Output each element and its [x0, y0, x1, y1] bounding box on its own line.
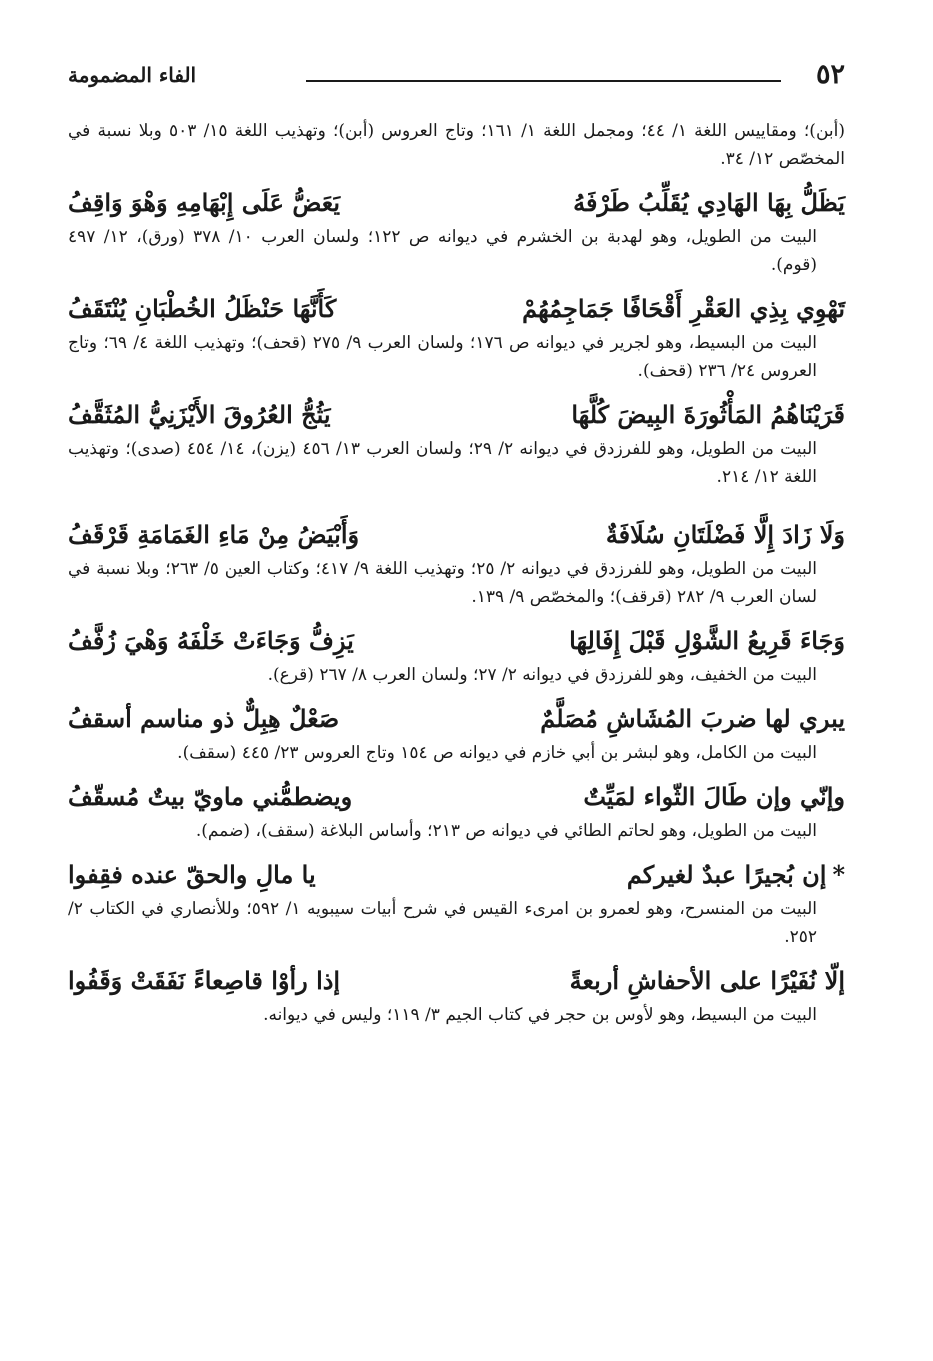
first-hemistich: يبري لها ضربَ المُشَاشِ مُصَلَّمٌ [540, 704, 845, 733]
verse-entry [68, 515, 845, 611]
verse-source: البيت من الطويل، وهو للفرزدق في ديوانه ٢/ ٢٥؛ وتهذيب اللغة ٩/ ٤١٧؛ وكتاب العين ٥/ ٢٦٣؛ وبلا نسبة في لسان العرب ٩/ ٢٨٢ (قرقف)؛ والمخصّص ٩/ ١٣٩. [68, 559, 817, 607]
verse-source: البيت من الطويل، وهو لحاتم الطائي في ديوانه ص ٢١٣؛ وأساس البلاغة (سقف)، (ضمم). [195, 821, 817, 841]
verse-entry [68, 855, 845, 951]
intro-note: (أبن)؛ ومقاييس اللغة ١/ ٤٤؛ ومجمل اللغة ١/ ١٦١؛ وتاج العروس (أبن)؛ وتهذيب اللغة ١٥/ ٥٠٣ وبلا نسبة في المخصّص ١٢/ ٣٤. [68, 121, 845, 169]
verse-source: البيت من الخفيف، وهو للفرزدق في ديوانه ٢/ ٢٧؛ ولسان العرب ٨/ ٢٦٧ (قرع). [267, 665, 817, 685]
first-hemistich: إلّا نُفَيْرًا على الأحفاشِ أربعةً [569, 966, 845, 995]
verse-line [68, 855, 845, 895]
second-hemistich: إذا رأوْا قاصِعاءً نَفَقَتْ وَقَفُوا [68, 966, 341, 995]
verse-source: البيت من الطويل، وهو للفرزدق في ديوانه ٢/ ٢٩؛ ولسان العرب ١٣/ ٤٥٦ (يزن)، ١٤/ ٤٥٤ (صدى)؛ وتهذيب اللغة ١٢/ ٢١٤. [68, 439, 817, 487]
first-hemistich-text: إن بُجيرًا عبدٌ لغيركم [626, 860, 827, 889]
page-header [68, 58, 845, 92]
running-title: الفاء المضمومة [68, 63, 197, 87]
first-hemistich: وَجَاءَ قَرِيعُ الشَّوْلِ قَبْلَ إِفَالِهَا [569, 626, 845, 655]
page-content [68, 117, 845, 1029]
first-hemistich: تَهْوِي بِذِي العَقْرِ أَقْحَافًا جَمَاجِمُهُمْ [522, 294, 845, 323]
verse-entry [68, 289, 845, 385]
second-hemistich: ويضطمُّني ماويّ بيتٌ مُسقّفُ [68, 782, 353, 811]
second-hemistich: يَعَضُّ عَلَى إِبْهَامِهِ وَهْوَ وَاقِفُ [68, 188, 341, 217]
page-number: ٥٢ [815, 59, 845, 90]
header-rule [306, 80, 781, 82]
second-hemistich: كَأَنَّهَا حَنْظَلُ الخُطْبَانِ يُنْتَقَفُ [68, 294, 337, 323]
verse-line [68, 515, 845, 555]
verse-line [68, 961, 845, 1001]
first-hemistich [627, 855, 845, 895]
verse-entry [68, 183, 845, 279]
second-hemistich: وَأَبْيَضُ مِنْ مَاءِ الغَمَامَةِ قَرْقَفُ [68, 520, 360, 549]
verse-source: البيت من البسيط، وهو لأوس بن حجر في كتاب الجيم ٣/ ١١٩؛ وليس في ديوانه. [263, 1005, 817, 1025]
verse-line [68, 395, 845, 435]
verse-entry [68, 395, 845, 491]
first-hemistich: وَلَا زَادَ إِلَّا فَضْلَتَانِ سُلَافَةٌ [605, 520, 845, 549]
verse-source: البيت من الكامل، وهو لبشر بن أبي خازم في ديوانه ص ١٥٤ وتاج العروس ٢٣/ ٤٤٥ (سقف). [177, 743, 817, 763]
verse-entry [68, 621, 845, 689]
verse-line [68, 777, 845, 817]
verse-entry [68, 961, 845, 1029]
first-hemistich: يَظَلُّ بِهَا الهَادِي يُقَلِّبُ طَرْفَهُ [573, 188, 845, 217]
verse-line [68, 621, 845, 661]
verse-source: البيت من المنسرح، وهو لعمرو بن امرىء القيس في شرح أبيات سيبويه ١/ ٥٩٢؛ وللأنصاري في الكتاب ٢/ ٢٥٢. [68, 899, 817, 947]
second-hemistich: يَزِفُّ وَجَاءَتْ خَلْفَهُ وَهْيَ زُفَّفُ [68, 626, 354, 655]
verse-line [68, 183, 845, 223]
verse-line [68, 289, 845, 329]
asterisk-marker: * [832, 860, 845, 889]
verse-entry [68, 777, 845, 845]
first-hemistich: قَرَيْنَاهُمُ المَأْثُورَةَ البِيضَ كُلَّهَا [571, 400, 845, 429]
second-hemistich: يا مالِ والحقّ عنده فقِفوا [68, 860, 316, 889]
verse-entry [68, 699, 845, 767]
first-hemistich: وإنّي وإن طَالَ الثّواء لمَيِّتٌ [583, 782, 845, 811]
verse-line [68, 699, 845, 739]
second-hemistich: يَثُجُّ العُرُوقَ الأَيْزَنِيُّ المُثَقَّفُ [68, 400, 331, 429]
verse-source: البيت من البسيط، وهو لجرير في ديوانه ص ١٧٦؛ ولسان العرب ٩/ ٢٧٥ (قحف)؛ وتهذيب اللغة ٤/ ٦٩؛ وتاج العروس ٢٤/ ٢٣٦ (قحف). [68, 333, 818, 381]
verse-source: البيت من الطويل، وهو لهدبة بن الخشرم في ديوانه ص ١٢٢؛ ولسان العرب ١٠/ ٣٧٨ (ورق)، ١٢/ ٤٩٧ (قوم). [68, 227, 818, 275]
second-hemistich: صَعْلٌ هِبِلٌّ ذو مناسم أسقفُ [68, 704, 340, 733]
